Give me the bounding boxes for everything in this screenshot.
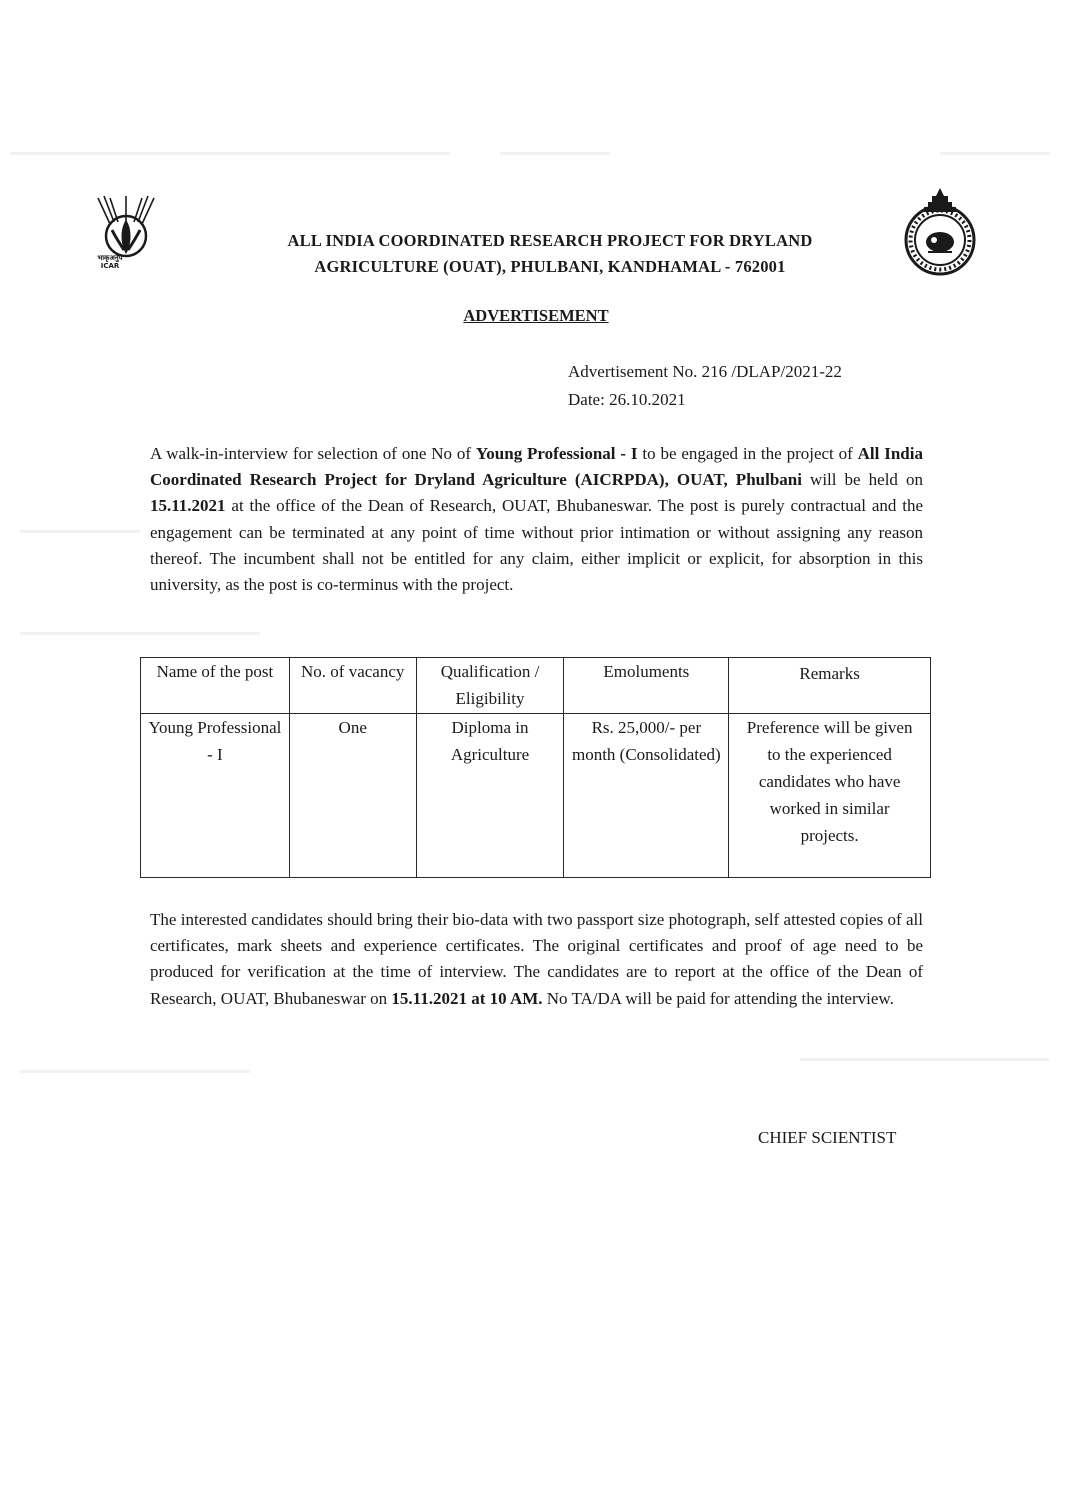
ouat-seal-logo: [900, 186, 980, 276]
signature-title: CHIEF SCIENTIST: [758, 1128, 897, 1147]
scan-streak: [10, 152, 450, 155]
advertisement-date: Date: 26.10.2021: [568, 390, 686, 409]
seal-icon: [900, 186, 980, 276]
table-header-cell: Name of the post: [141, 658, 290, 714]
intro-text: will be held on: [801, 470, 924, 490]
table-header-cell: Qualification / Eligibility: [416, 658, 564, 714]
advertisement-meta: [568, 358, 842, 414]
instructions-paragraph: [150, 907, 923, 1012]
scan-streak: [20, 530, 140, 533]
table-row: [141, 714, 931, 878]
advertisement-heading: ADVERTISEMENT: [463, 306, 609, 325]
header-line-2: AGRICULTURE (OUAT), PHULBANI, KANDHAMAL - 762001: [314, 257, 786, 276]
table-cell: One: [289, 714, 416, 878]
scan-streak: [940, 152, 1050, 155]
table-cell: Rs. 25,000/- per month (Consolidated): [564, 714, 729, 878]
reporting-time: 15.11.2021 at 10 AM.: [391, 988, 543, 1008]
table-cell: Preference will be given to the experienced candidates who have worked in similar projects.: [729, 714, 931, 878]
icar-caption: भाकृअनुप ICAR: [97, 254, 123, 270]
institution-header: [200, 228, 900, 280]
scan-streak: [500, 152, 610, 155]
scan-streak: [20, 1070, 250, 1073]
table-header-cell: Remarks: [729, 658, 931, 714]
scan-streak: [20, 632, 260, 635]
vacancy-table: [140, 657, 931, 878]
intro-paragraph: [150, 441, 923, 598]
table-cell: Diploma in Agriculture: [416, 714, 564, 878]
scan-streak: [800, 1058, 1050, 1061]
intro-text: to be engaged in the project of: [637, 444, 858, 463]
instructions-text: No TA/DA will be paid for attending the interview.: [542, 988, 894, 1008]
table-header-cell: Emoluments: [564, 658, 729, 714]
post-name: Young Professional - I: [475, 444, 638, 463]
advertisement-number: Advertisement No. 216 /DLAP/2021-22: [568, 362, 842, 381]
table-header-row: [141, 658, 931, 714]
wheat-emblem-icon: [90, 194, 162, 286]
interview-date: 15.11.2021: [150, 496, 226, 516]
table-header-cell: No. of vacancy: [289, 658, 416, 714]
project-name: All India Coordinated Research Project for Dryland Agriculture (AICRPDA), OUAT, Phulbani: [150, 444, 923, 490]
table-cell: Young Professional - I: [141, 714, 290, 878]
intro-text: at the office of the Dean of Research, OUAT, Bhubaneswar. The post is purely contractual and the engagement can be terminated at any point of time without prior intimation or without assigning any reason thereof. The incumbent shall not be entitled for any claim, either implicit or explicit, for absorption in this university, as the post is co-terminus with the project.: [150, 496, 923, 595]
header-line-1: ALL INDIA COORDINATED RESEARCH PROJECT FOR DRYLAND: [287, 231, 813, 250]
intro-text: A walk-in-interview for selection of one No of: [150, 444, 476, 463]
instructions-text: The interested candidates should bring their bio-data with two passport size photograph, self attested copies of all certificates, mark sheets and experience certificates. The original certificates and proof of age need to be produced for verification at the time of interview. The candidates are to report at the office of the Dean of Research, OUAT, Bhubaneswar on: [150, 910, 923, 1008]
icar-logo: [90, 194, 162, 286]
